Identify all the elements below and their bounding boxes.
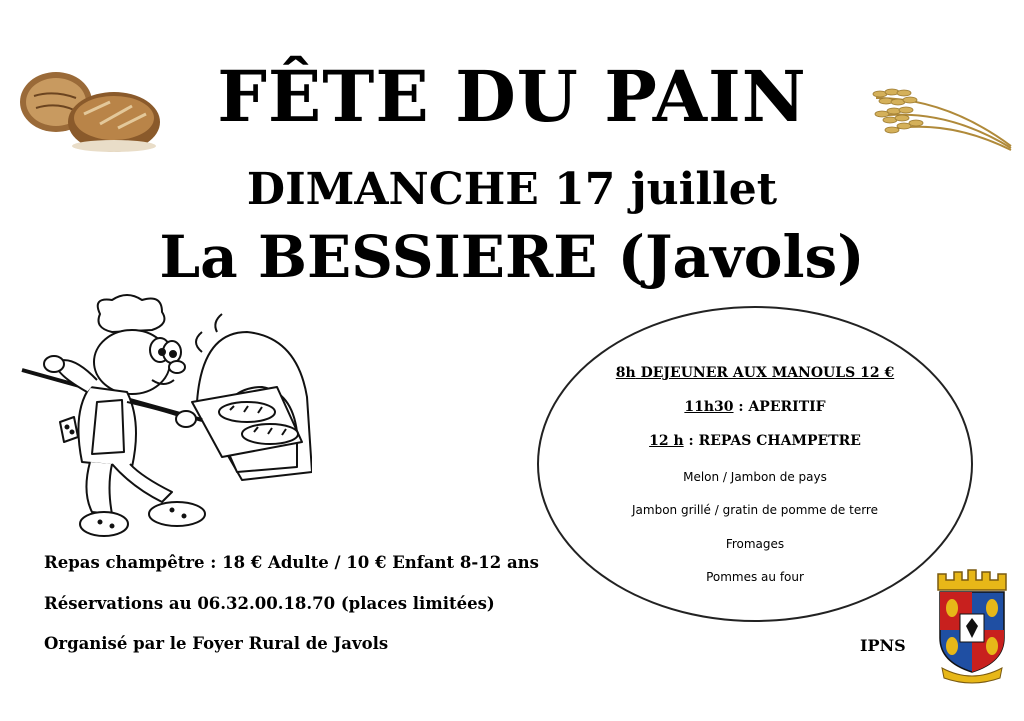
meal-time: 12 h <box>649 433 684 449</box>
event-title: FÊTE DU PAIN <box>217 55 807 138</box>
event-date: DIMANCHE 17 juillet <box>246 164 778 215</box>
aperitif-text: : APERITIF <box>733 399 826 415</box>
menu-item: Jambon grillé / gratin de pomme de terre <box>632 503 878 517</box>
price-info: Repas champêtre : 18 € Adulte / 10 € Enfant 8-12 ans <box>44 553 539 572</box>
ipns-label: IPNS <box>860 636 906 655</box>
meal-text: : REPAS CHAMPETRE <box>683 433 861 449</box>
aperitif-time: 11h30 <box>684 399 734 415</box>
program-meal <box>560 433 950 449</box>
organizer-info: Organisé par le Foyer Rural de Javols <box>44 634 389 653</box>
menu-item: Melon / Jambon de pays <box>683 470 827 484</box>
menu-item: Fromages <box>725 537 785 551</box>
program-breakfast <box>560 365 950 381</box>
javols-coat-of-arms <box>934 568 1010 684</box>
baker-cartoon-illustration <box>12 292 312 547</box>
reservation-info: Réservations au 06.32.00.18.70 (places limitées) <box>44 594 495 613</box>
breakfast-time: 8h <box>615 365 636 381</box>
event-place: La BESSIERE (Javols) <box>159 223 865 291</box>
breakfast-text: DEJEUNER AUX MANOULS 12 € <box>635 365 895 381</box>
menu-item: Pommes au four <box>706 570 804 584</box>
program-aperitif <box>560 399 950 415</box>
